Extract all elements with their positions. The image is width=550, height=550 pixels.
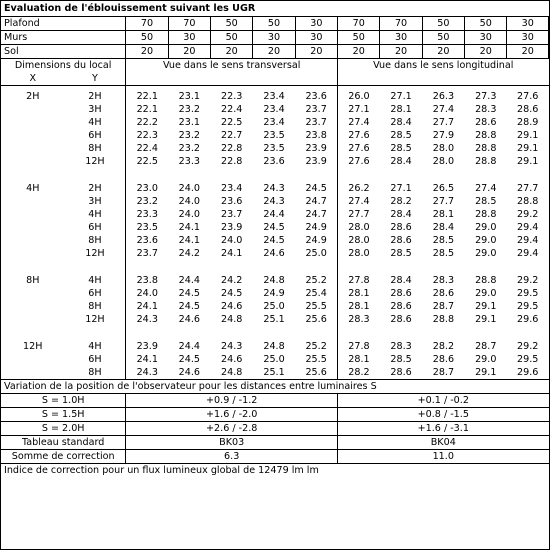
header-value: 30 bbox=[507, 17, 549, 31]
ugr-value-transversal: 25.4 bbox=[295, 287, 337, 300]
header-value: 50 bbox=[253, 17, 295, 31]
ugr-value-longitudinal: 28.1 bbox=[348, 287, 370, 299]
ugr-value-longitudinal: 29.1 bbox=[475, 366, 497, 378]
header-value: 20 bbox=[338, 45, 380, 59]
ugr-value-transversal: 24.5 bbox=[295, 182, 337, 195]
row-y: 8H bbox=[65, 142, 126, 155]
group-x-12h: 12H bbox=[23, 340, 43, 352]
row-y: 12H bbox=[65, 313, 126, 326]
ugr-value-transversal: 25.6 bbox=[295, 313, 337, 326]
ugr-value-longitudinal: 27.7 bbox=[348, 208, 370, 220]
header-value: 30 bbox=[465, 31, 507, 45]
ugr-value-longitudinal: 28.6 bbox=[517, 103, 539, 115]
ugr-value-transversal: 23.4 bbox=[263, 116, 285, 128]
ugr-value-longitudinal: 28.5 bbox=[390, 353, 412, 365]
spacer bbox=[1, 353, 65, 366]
ugr-value-transversal: 24.4 bbox=[263, 208, 285, 220]
ugr-value-longitudinal: 28.4 bbox=[390, 274, 412, 286]
ugr-value-longitudinal: 29.1 bbox=[475, 300, 497, 312]
header-value: 20 bbox=[211, 45, 253, 59]
ugr-value-longitudinal: 28.2 bbox=[390, 195, 412, 207]
dims-label: Dimensions du local bbox=[1, 59, 126, 73]
ugr-value-transversal: 23.6 bbox=[263, 155, 285, 167]
ugr-value-longitudinal: 29.1 bbox=[475, 313, 497, 325]
row-y: 6H bbox=[65, 221, 126, 234]
header-value: 20 bbox=[507, 45, 549, 59]
group-x-8h: 8H bbox=[26, 274, 40, 286]
ugr-value-longitudinal: 27.6 bbox=[348, 129, 370, 141]
ugr-value-transversal: 24.7 bbox=[295, 208, 337, 221]
variation-label: Variation de la position de l'observateur pour les distances entre luminaires S bbox=[1, 379, 549, 393]
row-y: 8H bbox=[65, 366, 126, 380]
spacer bbox=[1, 287, 65, 300]
row-y: 12H bbox=[65, 155, 126, 168]
ugr-value-transversal: 23.2 bbox=[178, 129, 201, 141]
ugr-value-longitudinal: 26.5 bbox=[432, 182, 455, 194]
ugr-value-longitudinal: 27.1 bbox=[390, 90, 412, 102]
row-y: 6H bbox=[65, 129, 126, 142]
table-title: Evaluation de l'éblouissement suivant les UGR bbox=[1, 1, 549, 17]
spacer bbox=[1, 260, 65, 274]
spacer bbox=[1, 208, 65, 221]
ugr-value-transversal: 23.9 bbox=[295, 142, 337, 155]
spacer bbox=[338, 260, 549, 274]
ugr-value-longitudinal: 28.4 bbox=[432, 221, 455, 233]
ugr-value-longitudinal: 29.2 bbox=[517, 274, 539, 286]
ugr-value-transversal: 23.9 bbox=[295, 155, 337, 168]
ugr-value-longitudinal: 29.6 bbox=[517, 313, 539, 325]
ugr-value-transversal: 24.5 bbox=[178, 287, 201, 299]
ugr-value-transversal: 24.6 bbox=[178, 366, 201, 378]
spacer bbox=[126, 326, 338, 340]
header-value: 30 bbox=[168, 31, 210, 45]
row-y: 3H bbox=[65, 103, 126, 116]
ugr-value-longitudinal: 27.4 bbox=[432, 103, 455, 115]
ugr-table bbox=[1, 1, 549, 478]
spacer bbox=[1, 313, 65, 326]
ugr-value-transversal: 23.5 bbox=[263, 142, 285, 154]
ugr-value-longitudinal: 29.0 bbox=[475, 221, 497, 233]
ugr-value-longitudinal: 28.0 bbox=[432, 142, 455, 154]
ugr-value-transversal: 24.8 bbox=[221, 313, 243, 325]
header-value: 20 bbox=[465, 45, 507, 59]
ugr-value-transversal: 25.5 bbox=[295, 353, 337, 366]
ugr-value-transversal: 23.9 bbox=[221, 221, 243, 233]
ugr-value-transversal: 22.4 bbox=[136, 142, 158, 154]
ugr-value-transversal: 24.0 bbox=[178, 182, 201, 194]
header-value: 50 bbox=[211, 31, 253, 45]
row-y: 12H bbox=[65, 247, 126, 260]
header-label-sol: Sol bbox=[1, 45, 126, 59]
ugr-value-longitudinal: 27.1 bbox=[348, 103, 370, 115]
spacer bbox=[1, 247, 65, 260]
header-value: 70 bbox=[168, 17, 210, 31]
ugr-value-longitudinal: 28.1 bbox=[348, 353, 370, 365]
ugr-value-transversal: 23.1 bbox=[178, 116, 201, 128]
ugr-value-transversal: 24.1 bbox=[221, 247, 243, 259]
ugr-value-longitudinal: 28.0 bbox=[348, 221, 370, 233]
ugr-value-transversal: 22.2 bbox=[136, 116, 158, 128]
ugr-value-transversal: 23.5 bbox=[263, 129, 285, 141]
spacer bbox=[65, 260, 126, 274]
ugr-value-longitudinal: 28.5 bbox=[390, 247, 412, 259]
ugr-value-longitudinal: 28.8 bbox=[475, 208, 497, 220]
correction-longitudinal: 11.0 bbox=[432, 450, 454, 462]
ugr-value-longitudinal: 29.1 bbox=[517, 142, 539, 154]
spacer bbox=[126, 168, 338, 182]
spacer bbox=[126, 72, 338, 86]
ugr-value-longitudinal: 27.1 bbox=[390, 182, 412, 194]
header-value: 20 bbox=[126, 45, 168, 59]
ugr-value-transversal: 25.0 bbox=[295, 247, 337, 260]
ugr-value-longitudinal: 28.6 bbox=[390, 300, 412, 312]
ugr-value-transversal: 25.2 bbox=[295, 274, 337, 287]
group-x-2h: 2H bbox=[26, 90, 40, 102]
ugr-value-longitudinal: 28.8 bbox=[475, 129, 497, 141]
ugr-value-transversal: 22.1 bbox=[136, 103, 158, 115]
ugr-value-transversal: 24.6 bbox=[263, 247, 285, 259]
ugr-value-transversal: 24.3 bbox=[263, 195, 285, 207]
ugr-value-transversal: 24.6 bbox=[221, 353, 243, 365]
spacer bbox=[1, 326, 65, 340]
header-value: 30 bbox=[380, 31, 422, 45]
ugr-value-transversal: 24.0 bbox=[221, 234, 243, 246]
standard-longitudinal: BK04 bbox=[338, 435, 549, 449]
ugr-value-longitudinal: 28.3 bbox=[432, 274, 455, 286]
ugr-value-longitudinal: 29.1 bbox=[517, 155, 539, 167]
ugr-value-longitudinal: 28.0 bbox=[348, 234, 370, 246]
header-value: 70 bbox=[338, 17, 380, 31]
variation-transversal: +2.6 / -2.8 bbox=[126, 421, 338, 435]
spacer bbox=[126, 260, 338, 274]
ugr-value-transversal: 23.2 bbox=[136, 195, 158, 207]
ugr-value-longitudinal: 28.8 bbox=[517, 195, 539, 207]
header-value: 20 bbox=[168, 45, 210, 59]
ugr-value-transversal: 24.9 bbox=[263, 287, 285, 299]
ugr-value-longitudinal: 29.0 bbox=[475, 287, 497, 299]
ugr-value-transversal: 24.6 bbox=[178, 313, 201, 325]
ugr-value-longitudinal: 28.8 bbox=[475, 142, 497, 154]
header-value: 50 bbox=[338, 31, 380, 45]
spacer bbox=[1, 300, 65, 313]
ugr-value-transversal: 25.0 bbox=[263, 353, 285, 365]
ugr-value-transversal: 24.3 bbox=[221, 340, 243, 352]
ugr-value-transversal: 23.0 bbox=[136, 182, 158, 194]
spacer bbox=[1, 168, 65, 182]
ugr-value-longitudinal: 28.2 bbox=[432, 340, 455, 352]
ugr-value-longitudinal: 28.8 bbox=[432, 313, 455, 325]
ugr-value-transversal: 25.0 bbox=[263, 300, 285, 312]
ugr-value-transversal: 24.9 bbox=[295, 221, 337, 234]
ugr-value-transversal: 22.3 bbox=[221, 90, 243, 102]
ugr-value-longitudinal: 28.5 bbox=[390, 129, 412, 141]
ugr-value-longitudinal: 27.7 bbox=[432, 116, 455, 128]
ugr-value-transversal: 23.2 bbox=[178, 142, 201, 154]
row-y: 4H bbox=[65, 274, 126, 287]
ugr-value-transversal: 24.3 bbox=[136, 366, 158, 378]
ugr-value-transversal: 23.4 bbox=[221, 182, 243, 194]
row-y: 4H bbox=[65, 340, 126, 353]
header-value: 20 bbox=[295, 45, 337, 59]
ugr-value-longitudinal: 28.3 bbox=[475, 103, 497, 115]
ugr-value-longitudinal: 28.7 bbox=[432, 300, 455, 312]
ugr-value-longitudinal: 28.0 bbox=[348, 247, 370, 259]
ugr-value-longitudinal: 28.1 bbox=[432, 208, 455, 220]
ugr-value-longitudinal: 28.6 bbox=[390, 221, 412, 233]
ugr-value-longitudinal: 27.7 bbox=[432, 195, 455, 207]
row-y: 2H bbox=[65, 90, 126, 103]
header-value: 30 bbox=[295, 31, 337, 45]
group-x-4h: 4H bbox=[26, 182, 40, 194]
view-longitudinal-label: Vue dans le sens longitudinal bbox=[373, 60, 514, 71]
ugr-value-longitudinal: 28.0 bbox=[432, 155, 455, 167]
header-label-plafond: Plafond bbox=[1, 17, 126, 31]
row-y: 8H bbox=[65, 300, 126, 313]
ugr-value-transversal: 24.5 bbox=[178, 353, 201, 365]
ugr-value-longitudinal: 26.0 bbox=[348, 90, 370, 102]
ugr-value-transversal: 23.7 bbox=[295, 103, 337, 116]
ugr-value-longitudinal: 27.3 bbox=[475, 90, 497, 102]
ugr-value-transversal: 24.6 bbox=[221, 300, 243, 312]
spacer bbox=[338, 72, 549, 86]
variation-transversal: +1.6 / -2.0 bbox=[126, 407, 338, 421]
ugr-value-longitudinal: 28.2 bbox=[348, 366, 370, 378]
spacer bbox=[1, 234, 65, 247]
spacer bbox=[65, 326, 126, 340]
ugr-value-transversal: 24.1 bbox=[136, 300, 158, 312]
row-y: 4H bbox=[65, 116, 126, 129]
standard-label: Tableau standard bbox=[1, 435, 126, 449]
ugr-value-longitudinal: 28.7 bbox=[475, 340, 497, 352]
ugr-value-longitudinal: 28.8 bbox=[475, 155, 497, 167]
ugr-value-longitudinal: 28.3 bbox=[390, 340, 412, 352]
ugr-value-transversal: 24.1 bbox=[136, 353, 158, 365]
header-value: 70 bbox=[380, 17, 422, 31]
ugr-value-longitudinal: 29.2 bbox=[517, 208, 539, 220]
ugr-value-transversal: 23.8 bbox=[295, 129, 337, 142]
spacer bbox=[338, 168, 549, 182]
ugr-value-transversal: 24.3 bbox=[136, 313, 158, 325]
ugr-value-longitudinal: 27.4 bbox=[348, 116, 370, 128]
ugr-value-transversal: 23.7 bbox=[221, 208, 243, 220]
ugr-value-transversal: 25.1 bbox=[263, 366, 285, 378]
ugr-value-transversal: 24.5 bbox=[263, 234, 285, 246]
ugr-value-transversal: 22.8 bbox=[221, 155, 243, 167]
ugr-value-transversal: 24.8 bbox=[263, 340, 285, 352]
ugr-value-longitudinal: 28.6 bbox=[475, 116, 497, 128]
ugr-value-longitudinal: 28.8 bbox=[475, 274, 497, 286]
header-value: 50 bbox=[126, 31, 168, 45]
ugr-value-transversal: 24.5 bbox=[263, 221, 285, 233]
spacer bbox=[338, 326, 549, 340]
variation-s: S = 1.5H bbox=[1, 407, 126, 421]
ugr-value-transversal: 24.2 bbox=[178, 247, 201, 259]
ugr-value-transversal: 22.5 bbox=[136, 155, 158, 167]
header-value: 20 bbox=[253, 45, 295, 59]
ugr-value-transversal: 23.9 bbox=[136, 340, 158, 352]
spacer bbox=[1, 129, 65, 142]
header-value: 50 bbox=[465, 17, 507, 31]
ugr-value-longitudinal: 27.9 bbox=[432, 129, 455, 141]
spacer bbox=[65, 168, 126, 182]
ugr-value-longitudinal: 28.5 bbox=[390, 142, 412, 154]
spacer bbox=[1, 103, 65, 116]
correction-label: Somme de correction bbox=[1, 449, 126, 463]
ugr-value-transversal: 24.1 bbox=[178, 221, 201, 233]
ugr-value-longitudinal: 28.5 bbox=[475, 195, 497, 207]
ugr-value-longitudinal: 29.6 bbox=[517, 366, 539, 378]
ugr-value-transversal: 23.4 bbox=[263, 103, 285, 115]
ugr-value-transversal: 24.3 bbox=[263, 182, 285, 194]
ugr-value-transversal: 24.5 bbox=[178, 300, 201, 312]
ugr-value-transversal: 23.6 bbox=[136, 234, 158, 246]
ugr-value-longitudinal: 28.6 bbox=[390, 287, 412, 299]
ugr-value-transversal: 22.4 bbox=[221, 103, 243, 115]
header-value: 30 bbox=[253, 31, 295, 45]
ugr-value-longitudinal: 29.0 bbox=[475, 353, 497, 365]
spacer bbox=[1, 142, 65, 155]
ugr-value-transversal: 24.1 bbox=[178, 234, 201, 246]
ugr-value-longitudinal: 26.2 bbox=[348, 182, 370, 194]
ugr-value-longitudinal: 29.5 bbox=[517, 287, 539, 299]
ugr-value-longitudinal: 27.6 bbox=[348, 155, 370, 167]
header-label-murs: Murs bbox=[1, 31, 126, 45]
ugr-value-longitudinal: 27.6 bbox=[517, 90, 539, 102]
ugr-value-transversal: 22.8 bbox=[221, 142, 243, 154]
ugr-value-transversal: 24.0 bbox=[178, 195, 201, 207]
header-value: 50 bbox=[422, 31, 464, 45]
ugr-value-longitudinal: 29.4 bbox=[517, 221, 539, 233]
ugr-value-transversal: 24.0 bbox=[136, 287, 158, 299]
ugr-value-transversal: 24.4 bbox=[178, 340, 201, 352]
spacer bbox=[1, 116, 65, 129]
variation-longitudinal: +0.8 / -1.5 bbox=[338, 407, 549, 421]
header-value: 50 bbox=[211, 17, 253, 31]
ugr-value-longitudinal: 29.4 bbox=[517, 247, 539, 259]
variation-s: S = 1.0H bbox=[1, 393, 126, 407]
header-value: 20 bbox=[380, 45, 422, 59]
ugr-value-transversal: 22.1 bbox=[136, 90, 158, 102]
ugr-value-longitudinal: 27.4 bbox=[475, 182, 497, 194]
ugr-value-transversal: 23.5 bbox=[136, 221, 158, 233]
correction-transversal: 6.3 bbox=[126, 449, 338, 463]
ugr-value-longitudinal: 27.6 bbox=[348, 142, 370, 154]
header-value: 30 bbox=[507, 31, 549, 45]
ugr-value-longitudinal: 29.0 bbox=[475, 234, 497, 246]
header-value: 50 bbox=[422, 17, 464, 31]
ugr-value-transversal: 24.7 bbox=[295, 195, 337, 208]
row-y: 8H bbox=[65, 234, 126, 247]
ugr-value-longitudinal: 28.5 bbox=[432, 247, 455, 259]
ugr-value-longitudinal: 28.5 bbox=[432, 234, 455, 246]
header-value: 70 bbox=[126, 17, 168, 31]
ugr-value-longitudinal: 29.1 bbox=[517, 129, 539, 141]
ugr-value-transversal: 24.8 bbox=[263, 274, 285, 286]
variation-longitudinal: +0.1 / -0.2 bbox=[338, 393, 549, 407]
y-label: Y bbox=[65, 72, 126, 86]
ugr-value-longitudinal: 28.6 bbox=[390, 366, 412, 378]
ugr-value-longitudinal: 29.5 bbox=[517, 300, 539, 312]
ugr-value-transversal: 23.6 bbox=[295, 90, 337, 103]
ugr-value-longitudinal: 28.6 bbox=[390, 234, 412, 246]
ugr-value-longitudinal: 27.8 bbox=[348, 274, 370, 286]
standard-transversal: BK03 bbox=[126, 435, 338, 449]
ugr-value-transversal: 23.1 bbox=[178, 90, 201, 102]
ugr-value-transversal: 24.0 bbox=[178, 208, 201, 220]
row-y: 6H bbox=[65, 353, 126, 366]
ugr-value-longitudinal: 26.3 bbox=[432, 90, 455, 102]
ugr-value-longitudinal: 28.1 bbox=[348, 300, 370, 312]
ugr-value-transversal: 23.7 bbox=[295, 116, 337, 129]
footer-note: Indice de correction pour un flux lumineux global de 12479 lm lm bbox=[1, 463, 549, 478]
ugr-value-longitudinal: 28.7 bbox=[432, 366, 455, 378]
variation-longitudinal: +1.6 / -3.1 bbox=[338, 421, 549, 435]
ugr-value-longitudinal: 28.4 bbox=[390, 155, 412, 167]
ugr-value-longitudinal: 28.6 bbox=[432, 287, 455, 299]
ugr-value-transversal: 22.5 bbox=[221, 116, 243, 128]
row-y: 3H bbox=[65, 195, 126, 208]
ugr-value-transversal: 22.7 bbox=[221, 129, 243, 141]
ugr-value-longitudinal: 29.5 bbox=[517, 353, 539, 365]
header-value: 20 bbox=[422, 45, 464, 59]
x-label: X bbox=[1, 72, 65, 86]
ugr-value-transversal: 23.3 bbox=[136, 208, 158, 220]
spacer bbox=[1, 366, 65, 380]
variation-transversal: +0.9 / -1.2 bbox=[126, 393, 338, 407]
view-transversal-label: Vue dans le sens transversal bbox=[126, 59, 338, 73]
ugr-value-longitudinal: 27.7 bbox=[517, 182, 539, 194]
ugr-value-transversal: 24.2 bbox=[221, 274, 243, 286]
ugr-value-transversal: 23.4 bbox=[263, 90, 285, 102]
ugr-value-longitudinal: 28.9 bbox=[517, 116, 539, 128]
ugr-value-transversal: 25.2 bbox=[295, 340, 337, 353]
ugr-value-transversal: 25.1 bbox=[263, 313, 285, 325]
variation-s: S = 2.0H bbox=[1, 421, 126, 435]
ugr-value-longitudinal: 28.4 bbox=[390, 208, 412, 220]
ugr-value-transversal: 23.7 bbox=[136, 247, 158, 259]
ugr-value-transversal: 23.6 bbox=[221, 195, 243, 207]
spacer bbox=[1, 221, 65, 234]
row-y: 2H bbox=[65, 182, 126, 195]
ugr-value-transversal: 23.3 bbox=[178, 155, 201, 167]
row-y: 4H bbox=[65, 208, 126, 221]
ugr-value-longitudinal: 29.2 bbox=[517, 340, 539, 352]
ugr-value-transversal: 24.5 bbox=[221, 287, 243, 299]
ugr-value-longitudinal: 28.1 bbox=[390, 103, 412, 115]
ugr-value-transversal: 25.5 bbox=[295, 300, 337, 313]
ugr-value-transversal: 22.3 bbox=[136, 129, 158, 141]
ugr-value-transversal: 24.9 bbox=[295, 234, 337, 247]
ugr-value-transversal: 24.8 bbox=[221, 366, 243, 378]
ugr-value-transversal: 23.8 bbox=[136, 274, 158, 286]
ugr-value-longitudinal: 27.8 bbox=[348, 340, 370, 352]
row-y: 6H bbox=[65, 287, 126, 300]
ugr-value-longitudinal: 28.3 bbox=[348, 313, 370, 325]
spacer bbox=[1, 155, 65, 168]
ugr-value-longitudinal: 27.4 bbox=[348, 195, 370, 207]
ugr-value-longitudinal: 28.4 bbox=[390, 116, 412, 128]
spacer bbox=[1, 195, 65, 208]
ugr-value-transversal: 23.2 bbox=[178, 103, 201, 115]
ugr-value-transversal: 25.6 bbox=[295, 366, 337, 380]
ugr-value-longitudinal: 28.6 bbox=[390, 313, 412, 325]
header-value: 30 bbox=[295, 17, 337, 31]
ugr-value-transversal: 24.4 bbox=[178, 274, 201, 286]
ugr-value-longitudinal: 28.6 bbox=[432, 353, 455, 365]
ugr-value-longitudinal: 29.4 bbox=[517, 234, 539, 246]
ugr-value-longitudinal: 29.0 bbox=[475, 247, 497, 259]
